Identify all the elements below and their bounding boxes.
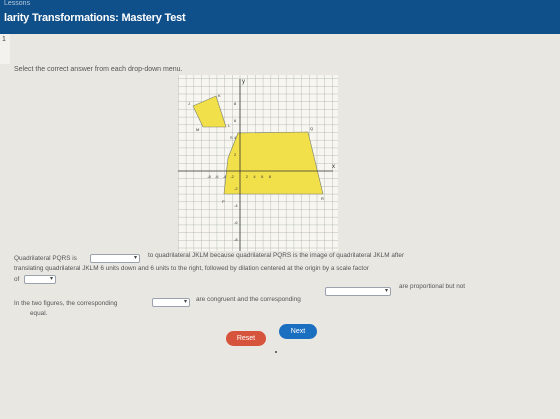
coordinate-graph [178, 75, 338, 251]
point-label-m: M [196, 127, 200, 132]
app-header [0, 0, 560, 34]
proportional-parts-dropdown[interactable] [325, 287, 391, 296]
sentence-part-4: of [14, 276, 20, 283]
y-tick-label: 4 [234, 135, 237, 141]
sentence-part-8: equal. [30, 310, 48, 317]
coordinate-plane [178, 75, 338, 251]
chevron-down-icon: ▾ [133, 255, 137, 261]
point-label-l: L [228, 123, 231, 128]
progress-dot [275, 351, 277, 353]
y-axis-label: y [242, 79, 245, 85]
y-tick-label: 2 [234, 152, 237, 158]
congruent-parts-dropdown[interactable] [152, 298, 190, 307]
x-tick-label: 2 [245, 174, 248, 179]
x-tick-label: 4 [253, 174, 256, 179]
x-axis-label: x [332, 164, 335, 170]
point-label-q: Q [310, 126, 314, 131]
x-tick-label: -8 [207, 174, 211, 179]
sentence-part-3: translating quadrilateral JKLM 6 units down and 6 units to the right, followed by dilation centered at the origin by a scale factor [14, 265, 369, 272]
x-tick-label: -6 [214, 174, 219, 179]
sentence-part-1: Quadrilateral PQRS is [14, 255, 77, 262]
page-title: larity Transformations: Mastery Test [4, 12, 186, 24]
chevron-down-icon: ▾ [49, 276, 53, 282]
reset-button[interactable]: Reset [226, 331, 266, 346]
question-number: 1 [2, 36, 6, 43]
sentence-part-6: are congruent and the corresponding [196, 296, 301, 303]
x-tick-label: -2 [230, 174, 234, 179]
y-tick-label: -8 [234, 236, 238, 242]
sentence-part-7: are proportional but not [399, 283, 466, 290]
point-label-r: R [321, 196, 324, 201]
sentence-part-5: In the two figures, the corresponding [14, 300, 118, 307]
y-tick-label: -6 [234, 219, 238, 225]
y-tick-label: 6 [234, 118, 237, 124]
point-label-k: K [218, 93, 221, 98]
chevron-down-icon: ▾ [183, 299, 187, 305]
y-tick-label: 8 [234, 101, 237, 107]
scale-factor-dropdown[interactable] [24, 275, 56, 284]
breadcrumb[interactable]: Lessons [4, 0, 31, 7]
point-label-j: J [188, 101, 190, 106]
quadrilateral-pqrs [224, 132, 323, 194]
y-tick-label: -4 [234, 202, 238, 208]
question-number-tab [0, 34, 10, 64]
x-tick-label: 6 [261, 174, 264, 179]
relation-dropdown[interactable] [90, 254, 140, 263]
point-label-s: S [230, 135, 233, 140]
instructions-text: Select the correct answer from each drop-down menu. [14, 66, 183, 73]
point-label-p: P [222, 199, 225, 204]
x-tick-label: 8 [268, 174, 272, 179]
next-button[interactable]: Next [279, 324, 317, 339]
chevron-down-icon: ▾ [384, 288, 388, 294]
y-tick-label: -2 [234, 185, 238, 191]
sentence-part-2: to quadrilateral JKLM because quadrilateral PQRS is the image of quadrilateral JKLM after [148, 252, 405, 259]
x-tick-label: -4 [222, 174, 227, 179]
